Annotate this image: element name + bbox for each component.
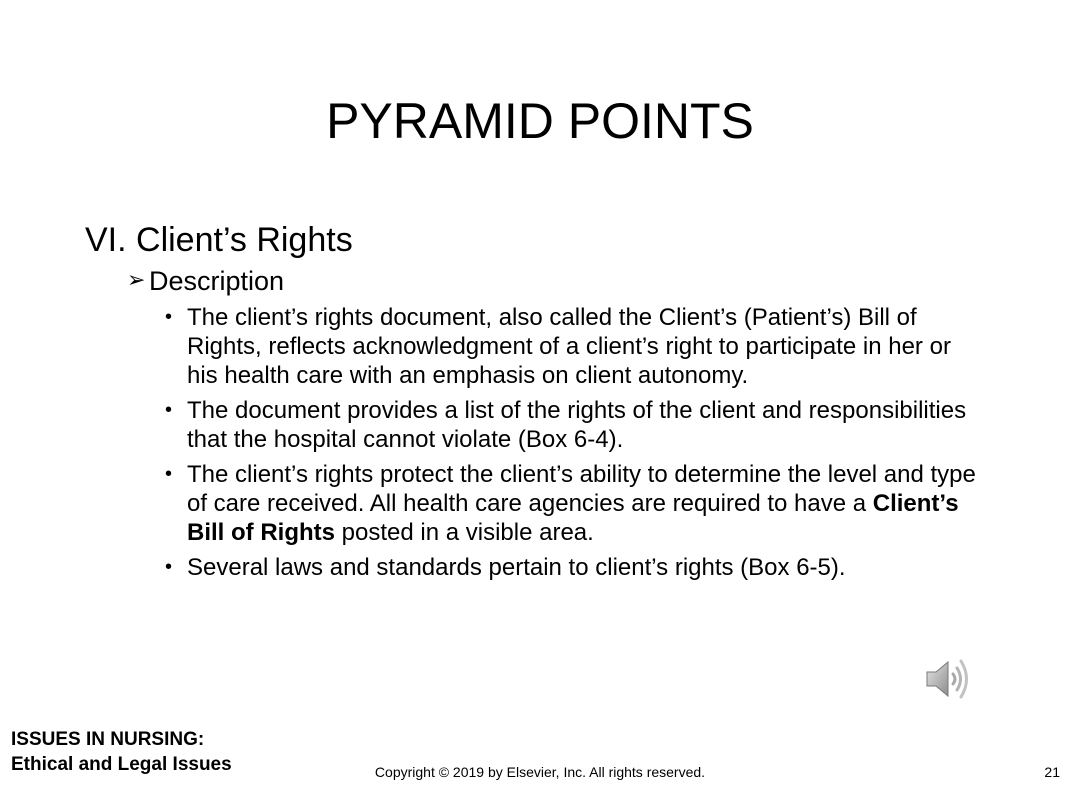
bullet-text: The document provides a list of the rights of the client and responsibilities that the hospital cannot violate (Box 6-4).: [187, 397, 967, 453]
bullet-text: The client’s rights document, also called the Client’s (Patient’s) Bill of Rights, reflects acknowledgment of a client’s right to participate in her or his health care with an emphasis on client autonomy.: [187, 304, 951, 389]
bullet-item: [165, 460, 985, 547]
bullet-item: [165, 396, 985, 454]
bullet-dot: •: [165, 556, 173, 578]
slide-title: PYRAMID POINTS: [326, 93, 754, 149]
book-title-line2: Ethical and Legal Issues: [11, 754, 232, 775]
bullet-text-bold: Client’s Bill of Rights: [187, 490, 959, 546]
bullet-item: [165, 303, 985, 390]
bullet-dot: •: [165, 463, 173, 485]
bullet-list: [165, 303, 985, 588]
bullet-text-start: The client’s rights protect the client’s ability to determine the level and type of care received. All health care agencies are required to have a: [187, 461, 976, 517]
section-heading: VI. Client’s Rights: [85, 221, 353, 259]
book-title-line1: ISSUES IN NURSING:: [11, 729, 205, 750]
copyright-notice: Copyright © 2019 by Elsevier, Inc. All rights reserved.: [374, 764, 706, 780]
bullet-item: [165, 553, 985, 582]
bullet-text-end: posted in a visible area.: [334, 519, 594, 546]
bullet-text: Several laws and standards pertain to client’s rights (Box 6-5).: [187, 554, 846, 581]
bullet-dot: •: [165, 306, 173, 328]
arrow-bullet-icon: ➢: [127, 267, 146, 292]
subheading-label: Description: [149, 266, 285, 296]
bullet-dot: •: [165, 399, 173, 421]
page-number: 21: [1044, 764, 1060, 780]
subheading: [127, 263, 284, 298]
speaker-icon[interactable]: [924, 655, 976, 703]
